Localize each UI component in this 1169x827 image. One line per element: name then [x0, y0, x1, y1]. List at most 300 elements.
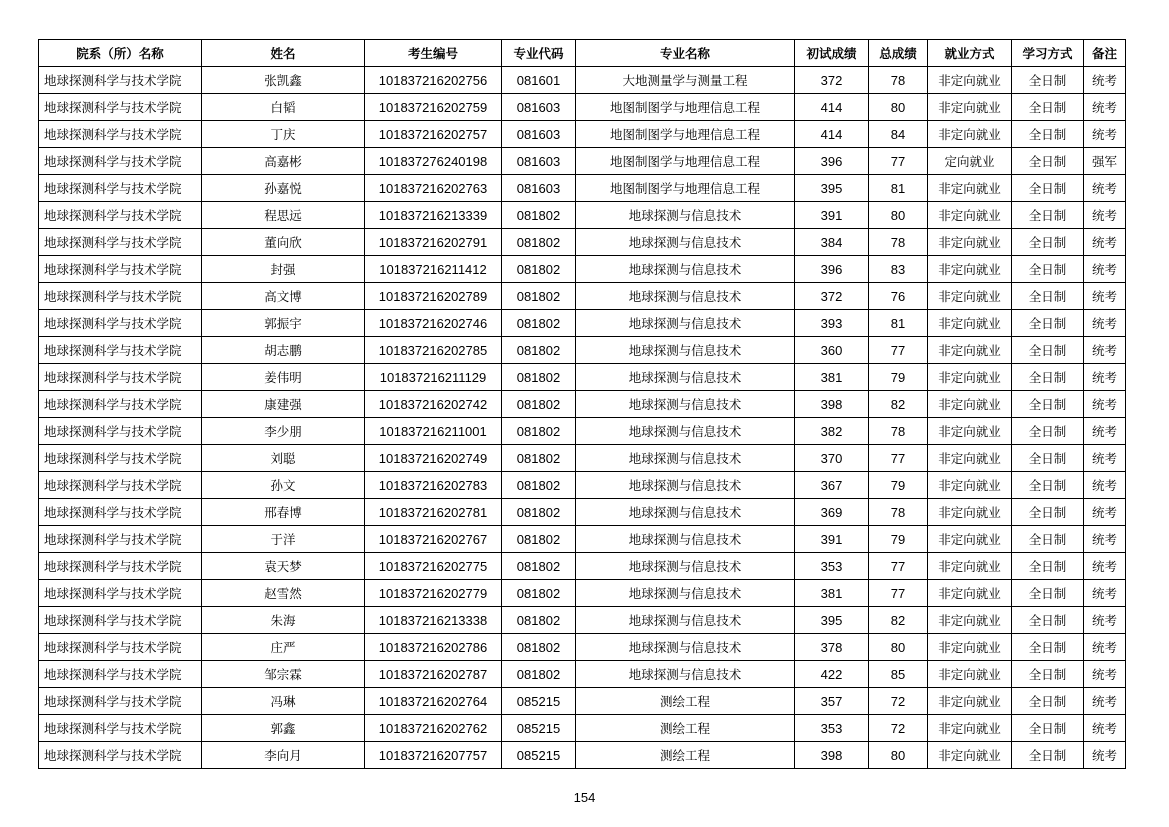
total-score-cell: 79 — [869, 364, 928, 391]
preliminary-score-cell: 422 — [795, 661, 869, 688]
header-total-score: 总成绩 — [869, 40, 928, 67]
employment-type-cell: 非定向就业 — [928, 553, 1012, 580]
total-score-cell: 78 — [869, 499, 928, 526]
remarks-cell: 统考 — [1084, 364, 1126, 391]
table-body — [39, 67, 1126, 769]
remarks-cell: 强军 — [1084, 148, 1126, 175]
remarks-cell: 统考 — [1084, 715, 1126, 742]
major-name-cell: 地球探测与信息技术 — [576, 607, 795, 634]
candidate-id-cell: 101837216202764 — [365, 688, 502, 715]
study-mode-cell: 全日制 — [1012, 94, 1084, 121]
major-name-cell: 地图制图学与地理信息工程 — [576, 148, 795, 175]
header-major-name: 专业名称 — [576, 40, 795, 67]
table-row — [39, 67, 1126, 94]
name-cell: 姜伟明 — [202, 364, 365, 391]
candidate-id-cell: 101837216211001 — [365, 418, 502, 445]
department-cell: 地球探测科学与技术学院 — [39, 607, 202, 634]
remarks-cell: 统考 — [1084, 310, 1126, 337]
department-cell: 地球探测科学与技术学院 — [39, 121, 202, 148]
major-code-cell: 081802 — [502, 337, 576, 364]
table-row — [39, 553, 1126, 580]
major-name-cell: 地球探测与信息技术 — [576, 229, 795, 256]
preliminary-score-cell: 396 — [795, 256, 869, 283]
major-name-cell: 地球探测与信息技术 — [576, 661, 795, 688]
major-code-cell: 081802 — [502, 418, 576, 445]
candidate-id-cell: 101837216202783 — [365, 472, 502, 499]
preliminary-score-cell: 396 — [795, 148, 869, 175]
employment-type-cell: 非定向就业 — [928, 67, 1012, 94]
total-score-cell: 82 — [869, 607, 928, 634]
department-cell: 地球探测科学与技术学院 — [39, 553, 202, 580]
study-mode-cell: 全日制 — [1012, 310, 1084, 337]
preliminary-score-cell: 395 — [795, 175, 869, 202]
major-code-cell: 085215 — [502, 715, 576, 742]
admission-table — [38, 39, 1126, 769]
preliminary-score-cell: 370 — [795, 445, 869, 472]
department-cell: 地球探测科学与技术学院 — [39, 526, 202, 553]
name-cell: 孙嘉悦 — [202, 175, 365, 202]
total-score-cell: 77 — [869, 148, 928, 175]
table-row — [39, 148, 1126, 175]
major-code-cell: 081802 — [502, 634, 576, 661]
study-mode-cell: 全日制 — [1012, 256, 1084, 283]
remarks-cell: 统考 — [1084, 499, 1126, 526]
study-mode-cell: 全日制 — [1012, 175, 1084, 202]
table-row — [39, 526, 1126, 553]
employment-type-cell: 非定向就业 — [928, 391, 1012, 418]
employment-type-cell: 非定向就业 — [928, 94, 1012, 121]
remarks-cell: 统考 — [1084, 607, 1126, 634]
candidate-id-cell: 101837216202779 — [365, 580, 502, 607]
department-cell: 地球探测科学与技术学院 — [39, 283, 202, 310]
remarks-cell: 统考 — [1084, 67, 1126, 94]
major-name-cell: 地球探测与信息技术 — [576, 445, 795, 472]
candidate-id-cell: 101837216202787 — [365, 661, 502, 688]
candidate-id-cell: 101837216213339 — [365, 202, 502, 229]
total-score-cell: 80 — [869, 634, 928, 661]
name-cell: 张凯鑫 — [202, 67, 365, 94]
major-code-cell: 081603 — [502, 94, 576, 121]
employment-type-cell: 非定向就业 — [928, 283, 1012, 310]
table-row — [39, 283, 1126, 310]
department-cell: 地球探测科学与技术学院 — [39, 661, 202, 688]
employment-type-cell: 非定向就业 — [928, 661, 1012, 688]
major-name-cell: 地球探测与信息技术 — [576, 202, 795, 229]
major-name-cell: 地球探测与信息技术 — [576, 526, 795, 553]
study-mode-cell: 全日制 — [1012, 634, 1084, 661]
candidate-id-cell: 101837216211129 — [365, 364, 502, 391]
remarks-cell: 统考 — [1084, 472, 1126, 499]
remarks-cell: 统考 — [1084, 580, 1126, 607]
table-row — [39, 337, 1126, 364]
employment-type-cell: 非定向就业 — [928, 364, 1012, 391]
name-cell: 董向欣 — [202, 229, 365, 256]
employment-type-cell: 非定向就业 — [928, 634, 1012, 661]
major-code-cell: 081802 — [502, 661, 576, 688]
employment-type-cell: 非定向就业 — [928, 526, 1012, 553]
candidate-id-cell: 101837216202749 — [365, 445, 502, 472]
employment-type-cell: 非定向就业 — [928, 607, 1012, 634]
preliminary-score-cell: 372 — [795, 67, 869, 94]
page-number: 154 — [573, 790, 596, 805]
header-remarks: 备注 — [1084, 40, 1126, 67]
study-mode-cell: 全日制 — [1012, 715, 1084, 742]
department-cell: 地球探测科学与技术学院 — [39, 310, 202, 337]
remarks-cell: 统考 — [1084, 229, 1126, 256]
remarks-cell: 统考 — [1084, 391, 1126, 418]
study-mode-cell: 全日制 — [1012, 553, 1084, 580]
total-score-cell: 77 — [869, 553, 928, 580]
major-name-cell: 地球探测与信息技术 — [576, 634, 795, 661]
table-row — [39, 742, 1126, 769]
candidate-id-cell: 101837216202785 — [365, 337, 502, 364]
preliminary-score-cell: 372 — [795, 283, 869, 310]
preliminary-score-cell: 378 — [795, 634, 869, 661]
major-name-cell: 地球探测与信息技术 — [576, 337, 795, 364]
header-study-mode: 学习方式 — [1012, 40, 1084, 67]
total-score-cell: 81 — [869, 310, 928, 337]
major-code-cell: 081802 — [502, 391, 576, 418]
candidate-id-cell: 101837216202742 — [365, 391, 502, 418]
major-code-cell: 081802 — [502, 283, 576, 310]
preliminary-score-cell: 398 — [795, 742, 869, 769]
major-code-cell: 081802 — [502, 256, 576, 283]
table-row — [39, 94, 1126, 121]
total-score-cell: 79 — [869, 526, 928, 553]
candidate-id-cell: 101837216207757 — [365, 742, 502, 769]
major-name-cell: 地球探测与信息技术 — [576, 310, 795, 337]
table-row — [39, 661, 1126, 688]
major-name-cell: 地图制图学与地理信息工程 — [576, 121, 795, 148]
candidate-id-cell: 101837216213338 — [365, 607, 502, 634]
department-cell: 地球探测科学与技术学院 — [39, 337, 202, 364]
name-cell: 冯琳 — [202, 688, 365, 715]
major-code-cell: 081603 — [502, 121, 576, 148]
major-name-cell: 地球探测与信息技术 — [576, 418, 795, 445]
table-row — [39, 391, 1126, 418]
preliminary-score-cell: 360 — [795, 337, 869, 364]
table-row — [39, 607, 1126, 634]
total-score-cell: 79 — [869, 472, 928, 499]
department-cell: 地球探测科学与技术学院 — [39, 580, 202, 607]
study-mode-cell: 全日制 — [1012, 67, 1084, 94]
name-cell: 程思远 — [202, 202, 365, 229]
name-cell: 邹宗霖 — [202, 661, 365, 688]
study-mode-cell: 全日制 — [1012, 148, 1084, 175]
candidate-id-cell: 101837216202762 — [365, 715, 502, 742]
header-candidate-id: 考生编号 — [365, 40, 502, 67]
study-mode-cell: 全日制 — [1012, 391, 1084, 418]
candidate-id-cell: 101837216202756 — [365, 67, 502, 94]
total-score-cell: 72 — [869, 688, 928, 715]
name-cell: 郭鑫 — [202, 715, 365, 742]
total-score-cell: 85 — [869, 661, 928, 688]
preliminary-score-cell: 353 — [795, 715, 869, 742]
table-row — [39, 175, 1126, 202]
major-code-cell: 081802 — [502, 499, 576, 526]
name-cell: 刘聪 — [202, 445, 365, 472]
name-cell: 朱海 — [202, 607, 365, 634]
remarks-cell: 统考 — [1084, 634, 1126, 661]
total-score-cell: 84 — [869, 121, 928, 148]
major-code-cell: 081802 — [502, 310, 576, 337]
remarks-cell: 统考 — [1084, 337, 1126, 364]
major-name-cell: 地球探测与信息技术 — [576, 391, 795, 418]
major-code-cell: 081802 — [502, 445, 576, 472]
department-cell: 地球探测科学与技术学院 — [39, 499, 202, 526]
major-name-cell: 地球探测与信息技术 — [576, 472, 795, 499]
total-score-cell: 77 — [869, 337, 928, 364]
remarks-cell: 统考 — [1084, 121, 1126, 148]
remarks-cell: 统考 — [1084, 688, 1126, 715]
name-cell: 庄严 — [202, 634, 365, 661]
employment-type-cell: 非定向就业 — [928, 175, 1012, 202]
table-row — [39, 121, 1126, 148]
employment-type-cell: 非定向就业 — [928, 445, 1012, 472]
department-cell: 地球探测科学与技术学院 — [39, 148, 202, 175]
table-row — [39, 256, 1126, 283]
department-cell: 地球探测科学与技术学院 — [39, 688, 202, 715]
major-name-cell: 地图制图学与地理信息工程 — [576, 175, 795, 202]
remarks-cell: 统考 — [1084, 661, 1126, 688]
department-cell: 地球探测科学与技术学院 — [39, 472, 202, 499]
study-mode-cell: 全日制 — [1012, 580, 1084, 607]
remarks-cell: 统考 — [1084, 94, 1126, 121]
total-score-cell: 78 — [869, 229, 928, 256]
table-row — [39, 310, 1126, 337]
preliminary-score-cell: 382 — [795, 418, 869, 445]
major-code-cell: 081601 — [502, 67, 576, 94]
table-row — [39, 472, 1126, 499]
employment-type-cell: 非定向就业 — [928, 229, 1012, 256]
department-cell: 地球探测科学与技术学院 — [39, 418, 202, 445]
preliminary-score-cell: 353 — [795, 553, 869, 580]
name-cell: 高文博 — [202, 283, 365, 310]
employment-type-cell: 非定向就业 — [928, 121, 1012, 148]
major-code-cell: 081802 — [502, 364, 576, 391]
major-code-cell: 081802 — [502, 607, 576, 634]
name-cell: 于洋 — [202, 526, 365, 553]
department-cell: 地球探测科学与技术学院 — [39, 202, 202, 229]
preliminary-score-cell: 384 — [795, 229, 869, 256]
name-cell: 赵雪然 — [202, 580, 365, 607]
employment-type-cell: 非定向就业 — [928, 742, 1012, 769]
major-code-cell: 085215 — [502, 688, 576, 715]
employment-type-cell: 非定向就业 — [928, 310, 1012, 337]
header-name: 姓名 — [202, 40, 365, 67]
major-code-cell: 081802 — [502, 202, 576, 229]
department-cell: 地球探测科学与技术学院 — [39, 742, 202, 769]
study-mode-cell: 全日制 — [1012, 445, 1084, 472]
preliminary-score-cell: 369 — [795, 499, 869, 526]
name-cell: 邢春博 — [202, 499, 365, 526]
name-cell: 郭振宇 — [202, 310, 365, 337]
major-code-cell: 081802 — [502, 526, 576, 553]
department-cell: 地球探测科学与技术学院 — [39, 229, 202, 256]
header-employment-type: 就业方式 — [928, 40, 1012, 67]
study-mode-cell: 全日制 — [1012, 202, 1084, 229]
study-mode-cell: 全日制 — [1012, 499, 1084, 526]
table-header-row — [39, 40, 1126, 67]
table-row — [39, 634, 1126, 661]
table-row — [39, 715, 1126, 742]
total-score-cell: 72 — [869, 715, 928, 742]
employment-type-cell: 非定向就业 — [928, 688, 1012, 715]
department-cell: 地球探测科学与技术学院 — [39, 175, 202, 202]
candidate-id-cell: 101837216202781 — [365, 499, 502, 526]
total-score-cell: 80 — [869, 742, 928, 769]
table-row — [39, 499, 1126, 526]
major-name-cell: 地图制图学与地理信息工程 — [576, 94, 795, 121]
major-code-cell: 081802 — [502, 553, 576, 580]
name-cell: 康建强 — [202, 391, 365, 418]
candidate-id-cell: 101837216202775 — [365, 553, 502, 580]
employment-type-cell: 非定向就业 — [928, 580, 1012, 607]
table-row — [39, 229, 1126, 256]
major-name-cell: 大地测量学与测量工程 — [576, 67, 795, 94]
study-mode-cell: 全日制 — [1012, 364, 1084, 391]
major-name-cell: 地球探测与信息技术 — [576, 580, 795, 607]
header-department: 院系（所）名称 — [39, 40, 202, 67]
total-score-cell: 81 — [869, 175, 928, 202]
major-code-cell: 081802 — [502, 580, 576, 607]
employment-type-cell: 定向就业 — [928, 148, 1012, 175]
employment-type-cell: 非定向就业 — [928, 256, 1012, 283]
preliminary-score-cell: 395 — [795, 607, 869, 634]
candidate-id-cell: 101837216202763 — [365, 175, 502, 202]
name-cell: 丁庆 — [202, 121, 365, 148]
total-score-cell: 80 — [869, 94, 928, 121]
study-mode-cell: 全日制 — [1012, 472, 1084, 499]
major-name-cell: 测绘工程 — [576, 715, 795, 742]
remarks-cell: 统考 — [1084, 283, 1126, 310]
major-name-cell: 测绘工程 — [576, 688, 795, 715]
candidate-id-cell: 101837276240198 — [365, 148, 502, 175]
remarks-cell: 统考 — [1084, 256, 1126, 283]
employment-type-cell: 非定向就业 — [928, 202, 1012, 229]
study-mode-cell: 全日制 — [1012, 229, 1084, 256]
preliminary-score-cell: 414 — [795, 121, 869, 148]
preliminary-score-cell: 391 — [795, 202, 869, 229]
candidate-id-cell: 101837216202789 — [365, 283, 502, 310]
candidate-id-cell: 101837216211412 — [365, 256, 502, 283]
department-cell: 地球探测科学与技术学院 — [39, 445, 202, 472]
remarks-cell: 统考 — [1084, 175, 1126, 202]
major-code-cell: 081603 — [502, 175, 576, 202]
candidate-id-cell: 101837216202791 — [365, 229, 502, 256]
study-mode-cell: 全日制 — [1012, 661, 1084, 688]
header-preliminary-score: 初试成绩 — [795, 40, 869, 67]
candidate-id-cell: 101837216202759 — [365, 94, 502, 121]
study-mode-cell: 全日制 — [1012, 742, 1084, 769]
study-mode-cell: 全日制 — [1012, 607, 1084, 634]
department-cell: 地球探测科学与技术学院 — [39, 67, 202, 94]
header-major-code: 专业代码 — [502, 40, 576, 67]
name-cell: 李少朋 — [202, 418, 365, 445]
major-code-cell: 085215 — [502, 742, 576, 769]
total-score-cell: 80 — [869, 202, 928, 229]
name-cell: 孙文 — [202, 472, 365, 499]
major-name-cell: 地球探测与信息技术 — [576, 499, 795, 526]
remarks-cell: 统考 — [1084, 445, 1126, 472]
major-name-cell: 地球探测与信息技术 — [576, 283, 795, 310]
department-cell: 地球探测科学与技术学院 — [39, 256, 202, 283]
name-cell: 胡志鹏 — [202, 337, 365, 364]
major-name-cell: 地球探测与信息技术 — [576, 256, 795, 283]
name-cell: 封强 — [202, 256, 365, 283]
study-mode-cell: 全日制 — [1012, 283, 1084, 310]
department-cell: 地球探测科学与技术学院 — [39, 715, 202, 742]
department-cell: 地球探测科学与技术学院 — [39, 634, 202, 661]
table-row — [39, 445, 1126, 472]
candidate-id-cell: 101837216202757 — [365, 121, 502, 148]
department-cell: 地球探测科学与技术学院 — [39, 94, 202, 121]
remarks-cell: 统考 — [1084, 526, 1126, 553]
remarks-cell: 统考 — [1084, 418, 1126, 445]
employment-type-cell: 非定向就业 — [928, 337, 1012, 364]
department-cell: 地球探测科学与技术学院 — [39, 364, 202, 391]
employment-type-cell: 非定向就业 — [928, 472, 1012, 499]
major-name-cell: 测绘工程 — [576, 742, 795, 769]
major-name-cell: 地球探测与信息技术 — [576, 553, 795, 580]
major-code-cell: 081802 — [502, 472, 576, 499]
total-score-cell: 83 — [869, 256, 928, 283]
remarks-cell: 统考 — [1084, 202, 1126, 229]
total-score-cell: 78 — [869, 67, 928, 94]
total-score-cell: 78 — [869, 418, 928, 445]
study-mode-cell: 全日制 — [1012, 418, 1084, 445]
preliminary-score-cell: 393 — [795, 310, 869, 337]
preliminary-score-cell: 391 — [795, 526, 869, 553]
total-score-cell: 82 — [869, 391, 928, 418]
preliminary-score-cell: 381 — [795, 580, 869, 607]
study-mode-cell: 全日制 — [1012, 121, 1084, 148]
study-mode-cell: 全日制 — [1012, 688, 1084, 715]
department-cell: 地球探测科学与技术学院 — [39, 391, 202, 418]
table-row — [39, 364, 1126, 391]
total-score-cell: 76 — [869, 283, 928, 310]
employment-type-cell: 非定向就业 — [928, 715, 1012, 742]
table-row — [39, 202, 1126, 229]
preliminary-score-cell: 357 — [795, 688, 869, 715]
study-mode-cell: 全日制 — [1012, 337, 1084, 364]
remarks-cell: 统考 — [1084, 553, 1126, 580]
table-row — [39, 418, 1126, 445]
study-mode-cell: 全日制 — [1012, 526, 1084, 553]
table-row — [39, 688, 1126, 715]
preliminary-score-cell: 398 — [795, 391, 869, 418]
remarks-cell: 统考 — [1084, 742, 1126, 769]
total-score-cell: 77 — [869, 580, 928, 607]
name-cell: 高嘉彬 — [202, 148, 365, 175]
employment-type-cell: 非定向就业 — [928, 499, 1012, 526]
total-score-cell: 77 — [869, 445, 928, 472]
name-cell: 白韬 — [202, 94, 365, 121]
preliminary-score-cell: 414 — [795, 94, 869, 121]
major-name-cell: 地球探测与信息技术 — [576, 364, 795, 391]
candidate-id-cell: 101837216202786 — [365, 634, 502, 661]
candidate-id-cell: 101837216202746 — [365, 310, 502, 337]
preliminary-score-cell: 367 — [795, 472, 869, 499]
name-cell: 袁天梦 — [202, 553, 365, 580]
major-code-cell: 081802 — [502, 229, 576, 256]
employment-type-cell: 非定向就业 — [928, 418, 1012, 445]
preliminary-score-cell: 381 — [795, 364, 869, 391]
table-row — [39, 580, 1126, 607]
name-cell: 李向月 — [202, 742, 365, 769]
major-code-cell: 081603 — [502, 148, 576, 175]
candidate-id-cell: 101837216202767 — [365, 526, 502, 553]
